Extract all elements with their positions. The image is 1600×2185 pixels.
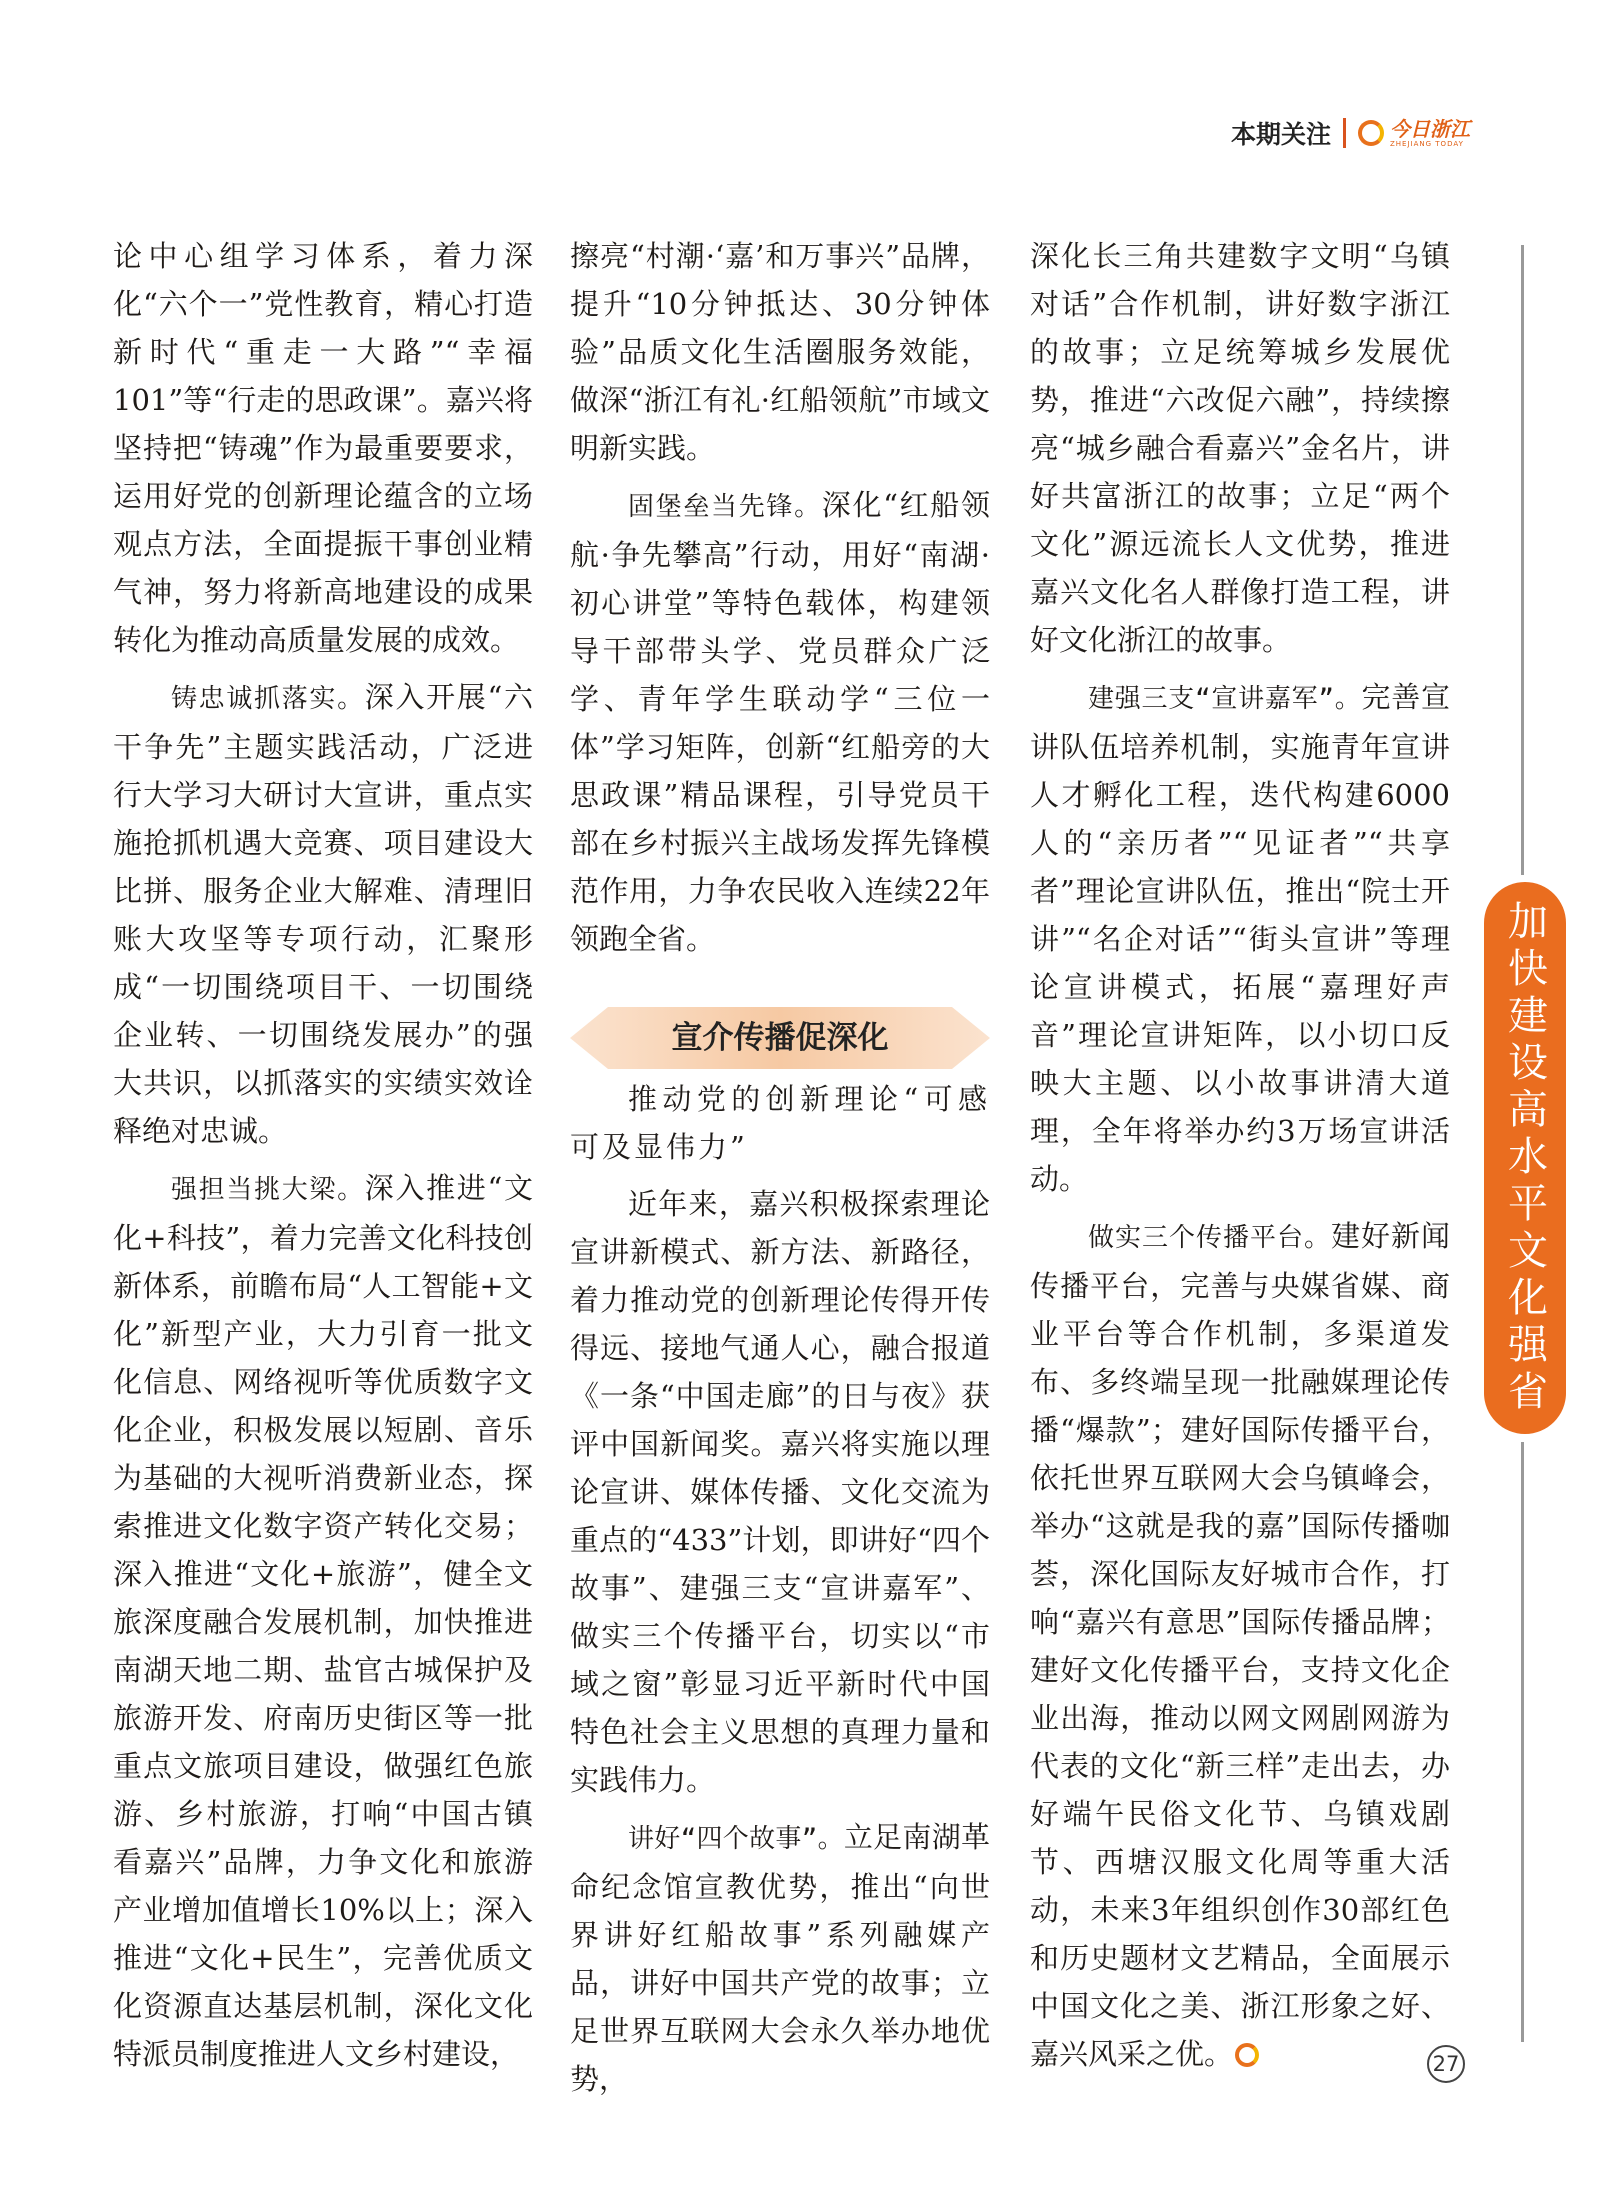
logo-chinese: 今日浙江	[1390, 116, 1470, 141]
paragraph-lead: 建强三支“宣讲嘉军”。	[1088, 684, 1362, 714]
article-column-3	[1030, 232, 1450, 2087]
paragraph: 固堡垒当先锋。深化“红船领航·争先攀高”行动，用好“南湖·初心讲堂”等特色载体，构建领导干部带头学、党员群众广泛学、青年学生联动学“三位一体”学习矩阵，创新“红船旁的大思政课”精品课程，引导党员干部在乡村振兴主战场发挥先锋模范作用，力争农民收入连续22年领跑全省。	[570, 488, 990, 956]
paragraph: 铸忠诚抓落实。深入开展“六干争先”主题实践活动，广泛进行大学习大研讨大宣讲，重点实施抢抓机遇大竞赛、项目建设大比拼、服务企业大解难、清理旧账大攻坚等专项行动，汇聚形成“一切围绕项目干、一切围绕企业转、一切围绕发展办”的强大共识，以抓落实的实绩实效诠释绝对忠诚。	[113, 680, 533, 1148]
paragraph: 做实三个传播平台。建好新闻传播平台，完善与央媒省媒、商业平台等合作机制，多渠道发布、多终端呈现一批融媒理论传播“爆款”；建好国际传播平台，依托世界互联网大会乌镇峰会，举办“这就是我的嘉”国际传播咖荟，深化国际友好城市合作，打响“嘉兴有意思”国际传播品牌；建好文化传播平台，支持文化企业出海，推动以网文网剧网游为代表的文化“新三样”走出去，办好端午民俗文化节、乌镇戏剧节、西塘汉服文化周等重大活动，未来3年组织创作30部红色和历史题材文艺精品，全面展示中国文化之美、浙江形象之好、嘉兴风采之优。	[1030, 1219, 1450, 2071]
subhead-subtitle: 推动党的创新理论“可感可及显伟力”	[570, 1082, 990, 1164]
side-tab-label: 加快建设高水平文化强省	[1501, 899, 1548, 1417]
end-mark-icon	[1235, 2043, 1259, 2067]
paragraph-lead: 强担当挑大梁。	[171, 1175, 365, 1205]
paragraph-lead: 固堡垒当先锋。	[628, 492, 822, 522]
paragraph: 近年来，嘉兴积极探索理论宣讲新模式、新方法、新路径，着力推动党的创新理论传得开传得远、接地气通人心，融合报道《一条“中国走廊”的日与夜》获评中国新闻奖。嘉兴将实施以理论宣讲、媒体传播、文化交流为重点的“433”计划，即讲好“四个故事”、建强三支“宣讲嘉军”、做实三个传播平台，切实以“市域之窗”彰显习近平新时代中国特色社会主义思想的真理力量和实践伟力。	[570, 1187, 990, 1797]
magazine-logo	[1358, 116, 1470, 148]
margin-rule-top	[1521, 245, 1524, 875]
section-label: 本期关注	[1230, 120, 1331, 149]
paragraph: 深化长三角共建数字文明“乌镇对话”合作机制，讲好数字浙江的故事；立足统筹城乡发展优势，推进“六改促六融”，持续擦亮“城乡融合看嘉兴”金名片，讲好共富浙江的故事；立足“两个文化”源远流长人文优势，推进嘉兴文化名人群像打造工程，讲好文化浙江的故事。	[1030, 239, 1450, 657]
article-column-2	[570, 232, 990, 2112]
paragraph: 讲好“四个故事”。立足南湖革命纪念馆宣教优势，推出“向世界讲好红船故事”系列融媒产品，讲好中国共产党的故事；立足世界互联网大会永久举办地优势，	[570, 1820, 990, 2096]
paragraph-lead: 讲好“四个故事”。	[628, 1824, 844, 1854]
page-number: 27	[1427, 2045, 1465, 2083]
paragraph: 擦亮“村潮·‘嘉’和万事兴”品牌，提升“10分钟抵达、30分钟体验”品质文化生活圈服务效能，做深“浙江有礼·红船领航”市域文明新实践。	[570, 239, 990, 465]
paragraph-lead: 铸忠诚抓落实。	[171, 684, 365, 714]
article-column-1	[113, 232, 533, 2087]
logo-english: ZHEJIANG TODAY	[1390, 139, 1464, 148]
page-header	[1231, 115, 1470, 151]
section-subhead	[570, 1007, 990, 1069]
paragraph: 建强三支“宣讲嘉军”。完善宣讲队伍培养机制，实施青年宣讲人才孵化工程，迭代构建6000人的“亲历者”“见证者”“共享者”理论宣讲队伍，推出“院士开讲”“名企对话”“街头宣讲”等理论宣讲模式，拓展“嘉理好声音”理论宣讲矩阵，以小切口反映大主题、以小故事讲清大道理，全年将举办约3万场宣讲活动。	[1030, 680, 1450, 1196]
margin-rule-bottom	[1521, 1442, 1524, 2042]
logo-swirl-icon	[1358, 120, 1384, 146]
subhead-title: 宣介传播促深化	[671, 1020, 889, 1056]
header-divider	[1343, 118, 1346, 148]
paragraph: 强担当挑大梁。深入推进“文化+科技”，着力完善文化科技创新体系，前瞻布局“人工智能+文化”新型产业，大力引育一批文化信息、网络视听等优质数字文化企业，积极发展以短剧、音乐为基础的大视听消费新业态，探索推进文化数字资产转化交易；深入推进“文化+旅游”，健全文旅深度融合发展机制，加快推进南湖天地二期、盐官古城保护及旅游开发、府南历史街区等一批重点文旅项目建设，做强红色旅游、乡村旅游，打响“中国古镇看嘉兴”品牌，力争文化和旅游产业增加值增长10%以上；深入推进“文化+民生”，完善优质文化资源直达基层机制，深化文化特派员制度推进人文乡村建设，	[113, 1171, 533, 2071]
section-side-tab	[1484, 882, 1566, 1434]
paragraph: 论中心组学习体系，着力深化“六个一”党性教育，精心打造新时代“重走一大路”“幸福101”等“行走的思政课”。嘉兴将坚持把“铸魂”作为最重要要求，运用好党的创新理论蕴含的立场观点方法，全面提振干事创业精气神，努力将新高地建设的成果转化为推动高质量发展的成效。	[113, 239, 533, 657]
paragraph-lead: 做实三个传播平台。	[1088, 1223, 1331, 1253]
